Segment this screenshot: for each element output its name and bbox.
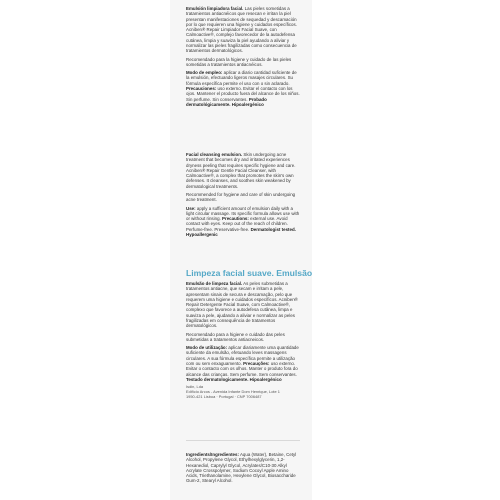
en-recommendation: Recommended for hygiene and care of skin undergoing acne treatment. (186, 191, 296, 203)
es-recommendation: Recomendado para la higiene y cuidado de las pieles sometidas a tratamientos antiacnéicos. (186, 56, 292, 67)
es-description: Emulsión limpiadora facial. Las pieles sometidas a tratamientos antiacnéicos que resecan e irritan la piel presentan manifestaciones de sequedad y descamación por lo que requieren una higiene y cuidados específicos. Acniben® Repair Limpiador Facial Suave, con Calmoactive®, complejo favorecedor de la autodefensa cutánea, limpia y suaviza la piel ayudando a aliviar y normalizar las pieles fragilizadas como consecuencia de tratamientos dermatológicos. (186, 6, 297, 54)
english-section (186, 152, 300, 240)
ingredients-divider (186, 440, 300, 441)
ingredients-list: Ingredients/Ingredientes: Aqua (Water), Betaine, Cetyl Alcohol, Propylene Glycol, Ethylhexylglycerin, 1,2-Hexanediol, Caprylyl Glycol, Acrylates/C10-30 Alkyl Acrylate Crosspolymer, Sodium Cocoyl Apple Amino Acids, Triethanolamine, Hexylene Glycol, Biosaccharide Gum-2, Stearyl Alcohol. (186, 452, 297, 484)
en-usage: Use: apply a sufficient amount of emulsion daily with a light circular massage. Its specific formula allows use with or without rinsing. Precautions: external use. Avoid contact with eyes. Keep out of the reach of children. Perfume-free. Preservative-free. Dermatologist tested. Hypoallergenic (186, 205, 300, 237)
pt-recommendation: Recomendado para a higiene e cuidado das peles submetidas a tratamentos antiacneicos. (186, 331, 285, 342)
pt-description: Emulsão de limpeza facial. As peles submetidas a tratamentos antiacne, que secam e irritam a pele, apresentam sinais de secura e descamação, pelo que requerem uma higiene e cuidados específicos. Acniben® Repair Detergente Facial Suave, com Calmoactive®, complexo que favorece a autodefesa cutânea, limpa e suaviza a pele, ajudando a aliviar e normalizar as peles fragilizadas em consequência de tratamentos dermatológicos. (186, 281, 298, 329)
ingredients-section (186, 452, 300, 487)
en-description: Facial cleansing emulsion. Skin undergoing acne treatment that becomes dry and irritated experiences dryness peeling that requires specific hygiene and care. Acniben® Repair Gentle Facial Cleanser, with Calmoactive®, a complex that promotes the skin's own defenses. It cleanses, and soothes skin weakened by dermatological treatments. (186, 152, 296, 189)
portuguese-heading: Limpeza facial suave. Emulsão (186, 268, 313, 278)
es-usage: Modo de empleo: aplicar a diario cantidad suficiente de la emulsión, efectuando ligeros masajes circulares. Su fórmula específica permite el uso con o sin aclarado. Precauciones: uso externo. Evitar el contacto con los ojos. Mantener el producto fuera del alcance de los niños. Sin perfume. Sin conservantes. Probado dermatológicamente. Hipoalergénico (186, 70, 300, 107)
spanish-section (186, 6, 300, 110)
manufacturer-address: Isdin, Lda Edifício Arcos - Avenida Infante Dom Henrique, Lote 1 1950-421 Lisboa · Portugal · CNP 7006487 (186, 384, 280, 399)
pt-usage: Modo de utilização: aplicar diariamente uma quantidade suficiente da emulsão, efetuando leves massagens circulares. A sua fórmula específica permite a utilização com ou sem enxaguamento. Precauções: uso externo. Evitar o contacto com os olhos. Manter o produto fora do alcance das crianças. Sem perfume. Sem conservantes. Testado dermatologicamente. Hipoalergénico (186, 345, 299, 382)
portuguese-section (186, 281, 300, 403)
